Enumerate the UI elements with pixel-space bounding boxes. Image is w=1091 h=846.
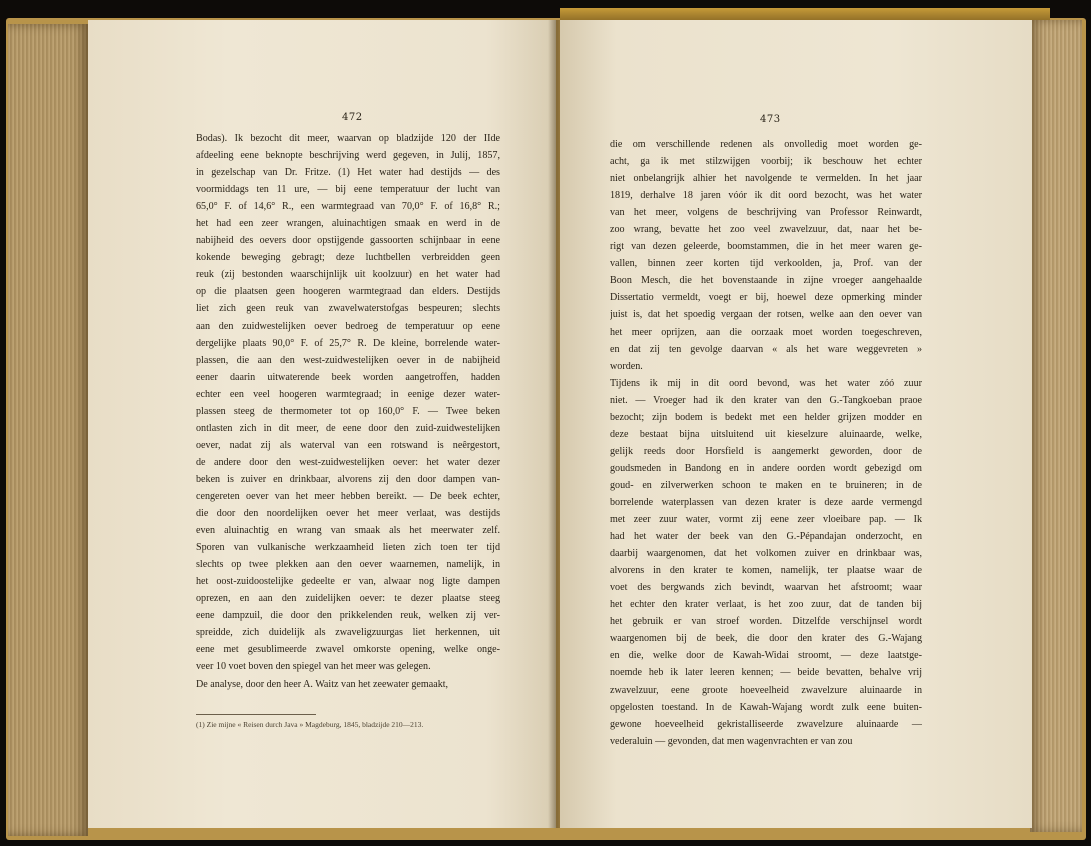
text-line: Dissertatio vermeldt, voegt er bij, hoewel deze opmerking minder [610, 292, 922, 304]
text-line: liet zich geen reuk van zwavelwaterstofgas bespeuren; slechts [196, 303, 500, 315]
text-line: ontlasten zich in dit meer, de eene door den zuid-zuidwestelijken [196, 422, 500, 434]
text-line: afdeeling eene beknopte beschrijving werd gegeven, in Julij, 1857, [196, 150, 500, 162]
text-line: niet. — Vroeger had ik den krater van den G.-Tangkoeban praoe [610, 394, 922, 406]
text-line: aan den zuidwestelijken oever bedroeg de temperatuur op eene [196, 320, 500, 332]
text-line: bezocht; zijn bodem is bedekt met een helder grijzen modder en [610, 411, 922, 423]
text-line: dergelijke plaats 90,0° F. of 25,7° R. De kleine, borrelende water- [196, 337, 500, 349]
left-page-stack [8, 24, 88, 836]
text-line: oprezen, en aan den zuidelijken oever: te dezer plaatse steeg [196, 593, 500, 605]
text-line: 65,0° F. of 14,6° R., een warmtegraad van 70,0° F. of 16,8° R.; [196, 201, 500, 213]
text-line: Sporen van vulkanische werkzaamheid lieten zich toen ter tijd [196, 542, 500, 554]
right-page-stack [1030, 20, 1082, 832]
text-line: echter een veel hoogeren warmtegraad; in eenige dezer water- [196, 388, 500, 400]
text-line: eene dampzuil, die door den prikkelenden reuk, welken zij ver- [196, 610, 500, 622]
text-line: borrelende waterplassen van dezen krater is deze aarde vermengd [610, 496, 922, 508]
text-line: die om verschillende redenen als onvolledig moet worden ge- [610, 139, 922, 150]
text-line: met zeer zuur water, vormt zij eene zeer vloeibare pap. — Ik [610, 514, 922, 526]
text-line: voormiddags ten 11 ure, — bij eene temperatuur der lucht van [196, 184, 500, 196]
text-line: eene met gesublimeerde zwavel omkorste opening, welke onge- [196, 644, 500, 656]
text-line: het meer oprijzen, aan die oorzaak moet worden toegeschreven, [610, 326, 922, 338]
left-page-text [196, 130, 500, 693]
right-page-number: 473 [760, 114, 781, 125]
text-line: Tijdens ik mij in dit oord bevond, was het water zóó zuur [610, 377, 922, 389]
text-line: opgelosten toestand. In de Kawah-Wajang wordt zulk eene buiten- [610, 701, 922, 713]
text-line: plassen, die aan den west-zuidwestelijken oever in de nabijheid [196, 354, 500, 366]
right-page-text [610, 136, 922, 750]
text-line: het oost-zuidoostelijke gedeelte er van, alwaar nog ligte dampen [196, 576, 500, 588]
footnote: (1) Zie mijne « Reisen durch Java » Magdeburg, 1845, bladzijde 210—213. [196, 720, 424, 729]
text-line: goud- en zilverwerken schoon te maken en te bruineren; in de [610, 479, 922, 491]
text-line: 1819, derhalve 18 jaren vóór ik dit oord bezocht, was het water [610, 190, 922, 202]
text-line: van het meer, volgens de beschrijving van Professor Reinwardt, [610, 207, 922, 219]
text-line: kokende beweging gebragt; deze luchtbellen verbreidden geen [196, 252, 500, 264]
text-line: gewone hoeveelheid gekristalliseerde zwavelzure aluinaarde — [610, 718, 922, 730]
text-line: goudsmeden in Bandong en in andere oorden wordt gebezigd om [610, 462, 922, 474]
text-line: rigt van dezen geleerde, boomstammen, die in het meer waren ge- [610, 241, 922, 253]
text-line: zoo wrang, bevatte het zoo veel zwavelzuur, dat, naar het be- [610, 224, 922, 236]
footnote-rule [196, 714, 316, 715]
text-line: en die, welke door de Kawah-Widai stroomt, — deze laatstge- [610, 650, 922, 662]
text-line: deze bestaat bijna uitsluitend uit kieselzure aluinaarde, welke, [610, 428, 922, 440]
text-line: eener daarin uitwaterende beek worden aangetroffen, hadden [196, 371, 500, 383]
text-line: cengereten oever van het meer hebben bereikt. — De beek echter, [196, 490, 500, 502]
right-page [560, 20, 1032, 828]
text-line: alvorens in den krater te komen, namelijk, ter plaatse waar de [610, 565, 922, 577]
text-line: vallen, binnen zeer korten tijd verkoolden, ja, Prof. van der [610, 258, 922, 270]
text-line: gelijk reeds door Horsfield is aangemerkt geworden, door de [610, 445, 922, 457]
text-line: die door den noordelijken oever het meer verlaat, was destijds [196, 508, 500, 520]
text-line: worden. [610, 360, 643, 372]
text-line: noemde heb ik later leeren kennen; — beide bevatten, behalve vrij [610, 667, 922, 679]
text-line: spreidde, zich duidelijk als zwaveligzuurgas liet herkennen, uit [196, 627, 500, 639]
text-line: daarbij waargenomen, dat het volkomen zuiver en drinkbaar was, [610, 548, 922, 560]
text-line: slechts op twee plekken aan den oever waarnemen, namelijk, in [196, 559, 500, 571]
text-line: het had een zeer wrangen, aluinachtigen smaak en werd in de [196, 218, 500, 230]
text-line: juist is, dat het spoedig vergaan der rotsen, welke aan den oever van [610, 309, 922, 321]
text-line: en dat zij ten gevolge daarvan « als het ware weggevreten » [610, 343, 922, 355]
text-line: nabijheid des oevers door opstijgende gassoorten schijnbaar in eene [196, 235, 500, 247]
text-line: De analyse, door den heer A. Waitz van het zeewater gemaakt, [196, 678, 449, 690]
text-line: waargenomen bij de beek, die door den krater des G.-Wajang [610, 633, 922, 645]
text-line: Boon Mesch, die het bovenstaande in zijne vroeger aangehaalde [610, 275, 922, 287]
left-page [88, 20, 556, 828]
text-line: vederaluin — gevonden, dat men wagenvrachten er van zou [610, 735, 853, 747]
text-line: zwavelzuur, eene groote hoeveelheid zwavelzure aluinaarde in [610, 684, 922, 696]
text-line: op die plaatsen geen hoogeren warmtegraad dan elders. Destijds [196, 286, 500, 298]
text-line: reuk (zij bestonden waarschijnlijk uit koolzuur) en het water had [196, 269, 500, 281]
text-line: oever, nadat zij als waterval van een rotswand is neêrgestort, [196, 439, 500, 451]
text-line: plassen steeg de thermometer tot op 160,0° F. — Twee beken [196, 405, 500, 417]
text-line: voet des bergwands zich bevindt, waarvan het afstroomt; waar [610, 582, 922, 594]
text-line: niet onbelangrijk alhier het navolgende te vermelden. In het jaar [610, 173, 922, 185]
text-line: in gezelschap van Dr. Fritze. (1) Het water had destijds — des [196, 167, 500, 179]
text-line: het echter den krater verlaat, is het zoo zuur, dat de tanden bij [610, 599, 922, 611]
text-line: even aluinachtig en wrang van smaak als het meerwater zelf. [196, 525, 500, 537]
text-line: beken is zuiver en drinkbaar, alvorens zij den door dampen van- [196, 473, 500, 485]
text-line: had het water der beek van den G.-Pépandajan onderzocht, en [610, 531, 922, 543]
text-line: Bodas). Ik bezocht dit meer, waarvan op bladzijde 120 der IIde [196, 133, 500, 144]
text-line: het gebruik er van stroef worden. Ditzelfde verschijnsel wordt [610, 616, 922, 628]
left-page-number: 472 [342, 112, 363, 123]
text-line: de andere door den west-zuidwestelijken oever: het water dezer [196, 456, 500, 468]
text-line: acht, ga ik met stilzwijgen voorbij; ik beschouw het echter [610, 156, 922, 168]
text-line: veer 10 voet boven den spiegel van het meer was gelegen. [196, 661, 431, 673]
